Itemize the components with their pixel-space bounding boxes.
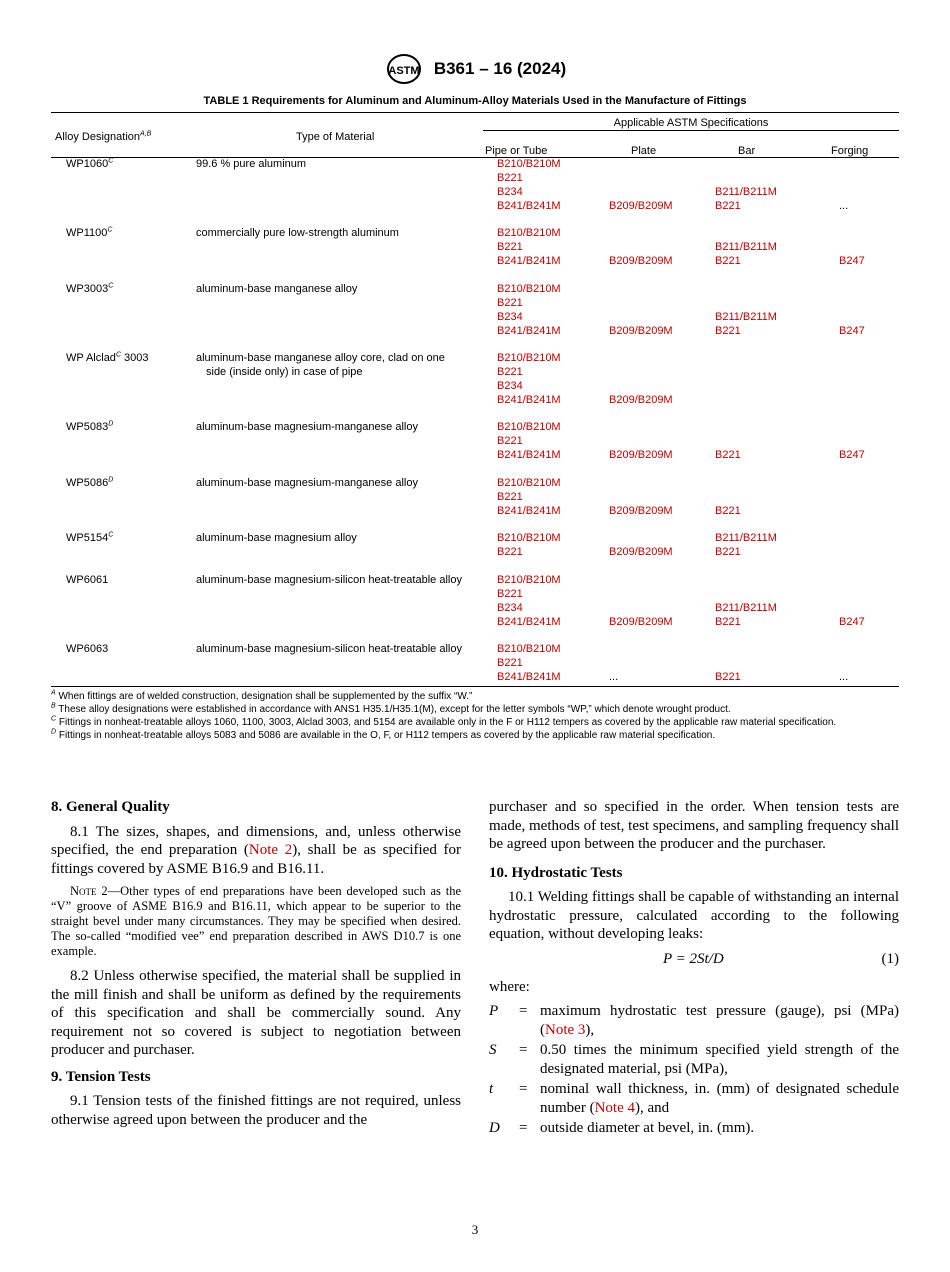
spec-link[interactable]: B211/B211M bbox=[715, 532, 777, 544]
spec-plate: ... bbox=[609, 671, 619, 683]
spec-link[interactable]: B241/B241M bbox=[497, 449, 561, 461]
alloy-designation: $WP5083^D$ bbox=[66, 420, 114, 433]
footnote: $^C$ Fittings in nonheat-treatable alloys 1060, 1100, 3003, Alclad 3003, and 5154 are available only in the F or H112 tempers as covered by the applicable raw material specification. bbox=[51, 715, 837, 728]
spec-link[interactable]: B209/B209M bbox=[609, 546, 673, 558]
spec-link[interactable]: B234 bbox=[497, 186, 523, 198]
spec-forging bbox=[839, 282, 865, 338]
definition-t: t = nominal wall thickness, in. (mm) of designated schedule number (Note 4), and bbox=[489, 1081, 899, 1116]
spec-bar bbox=[715, 573, 777, 629]
spec-pipe-or-tube bbox=[497, 531, 561, 559]
alloy-designation: WP6061 bbox=[66, 574, 109, 586]
table-footnotes bbox=[51, 690, 901, 742]
spec-link[interactable]: B221 bbox=[497, 366, 523, 378]
material-type: aluminum-base magnesium-silicon heat-treatable alloy bbox=[196, 643, 462, 655]
spec-link[interactable]: B210/B210M bbox=[497, 477, 561, 489]
footnote: $^A$ When fittings are of welded construction, designation shall be supplemented by the suffix “W.” bbox=[51, 689, 473, 702]
paragraph-8-2: 8.2 Unless otherwise specified, the material shall be supplied in the mill finish and shall be uniform as defined by the requirements of this specification and shall be commercially sound. Any requirement not so covered is subject to negotiation between producer and purchaser. bbox=[51, 968, 461, 1058]
spec-plate bbox=[609, 420, 673, 462]
definition-P: P = maximum hydrostatic test pressure (gauge), psi (MPa) (Note 3), bbox=[489, 1003, 899, 1038]
material-type: 99.6 % pure aluminum bbox=[196, 158, 307, 170]
spec-link[interactable]: B210/B210M bbox=[497, 421, 561, 433]
spec-link[interactable]: B209/B209M bbox=[609, 505, 673, 517]
header-forging: Forging bbox=[831, 145, 869, 157]
material-type: aluminum-base manganese alloy core, clad on one side (inside only) in case of pipe bbox=[196, 352, 445, 378]
spec-link[interactable]: B211/B211M bbox=[715, 241, 777, 253]
alloy-designation: WP Alclad$^C$ 3003 bbox=[66, 351, 149, 364]
spec-link[interactable]: B209/B209M bbox=[609, 449, 673, 461]
spec-link[interactable]: B209/B209M bbox=[609, 325, 673, 337]
header-applicable-specs: Applicable ASTM Specifications bbox=[613, 117, 769, 129]
spec-link[interactable]: B241/B241M bbox=[497, 671, 561, 683]
equation-number: (1) bbox=[881, 950, 899, 967]
spec-pipe-or-tube bbox=[497, 282, 561, 338]
material-type: aluminum-base manganese alloy bbox=[196, 283, 358, 295]
spec-bar bbox=[715, 642, 741, 684]
spec-link[interactable]: B234 bbox=[497, 380, 523, 392]
table-bottom-rule bbox=[51, 686, 899, 687]
header-alloy-designation: Alloy Designation$^{A,B}$ bbox=[55, 130, 152, 143]
section-8-heading: 8. General Quality bbox=[51, 799, 170, 815]
paragraph-8-1: 8.1 The sizes, shapes, and dimensions, and, unless otherwise specified, the end preparation (Note 2), shall be as specified for fittings covered by ASME B16.9 and B16.11. bbox=[51, 823, 461, 877]
spec-forging bbox=[839, 573, 865, 629]
spec-link[interactable]: B221 bbox=[715, 255, 741, 267]
definition-S: S = 0.50 times the minimum specified yield strength of the designated material, psi (MPa), bbox=[489, 1042, 899, 1077]
spec-forging bbox=[839, 420, 865, 462]
spec-pipe-or-tube bbox=[497, 476, 561, 518]
spec-bar bbox=[715, 531, 777, 559]
spec-link[interactable]: B234 bbox=[497, 311, 523, 323]
spec-link[interactable]: B211/B211M bbox=[715, 602, 777, 614]
where-label: where: bbox=[489, 978, 530, 995]
equation-1 bbox=[489, 950, 899, 972]
section-9-heading: 9. Tension Tests bbox=[51, 1068, 151, 1085]
spec-plate bbox=[609, 531, 673, 559]
spec-link[interactable]: B221 bbox=[715, 200, 741, 212]
document-designation: B361 – 16 (2024) bbox=[433, 59, 567, 78]
material-type: aluminum-base magnesium-manganese alloy bbox=[196, 477, 418, 489]
note-link[interactable]: Note 4 bbox=[594, 1099, 635, 1116]
spec-link[interactable]: B241/B241M bbox=[497, 200, 561, 212]
material-type: commercially pure low-strength aluminum bbox=[196, 227, 399, 239]
definition-D: D = outside diameter at bevel, in. (mm). bbox=[489, 1120, 755, 1136]
spec-forging: ... bbox=[839, 200, 849, 212]
table-title: TABLE 1 Requirements for Aluminum and Aluminum-Alloy Materials Used in the Manufacture of Fittings bbox=[203, 95, 747, 107]
spec-link[interactable]: B221 bbox=[715, 505, 741, 517]
page-header bbox=[0, 54, 950, 84]
spec-pipe-or-tube bbox=[497, 420, 561, 462]
spec-link[interactable]: B211/B211M bbox=[715, 311, 777, 323]
spec-link[interactable]: B210/B210M bbox=[497, 352, 561, 364]
spec-link[interactable]: B209/B209M bbox=[609, 200, 673, 212]
spec-plate bbox=[609, 573, 673, 629]
spec-link[interactable]: B210/B210M bbox=[497, 532, 561, 544]
paragraph-9-1-start: 9.1 Tension tests of the finished fittings are not required, unless otherwise agreed upon between the producer and the bbox=[51, 1093, 461, 1128]
spec-link[interactable]: B241/B241M bbox=[497, 255, 561, 267]
spec-link[interactable]: B221 bbox=[497, 172, 523, 184]
spec-link[interactable]: B221 bbox=[715, 325, 741, 337]
spec-link[interactable]: B247 bbox=[839, 616, 865, 628]
spec-plate bbox=[609, 157, 673, 213]
spec-plate bbox=[609, 282, 673, 338]
variable-definitions bbox=[489, 1002, 899, 1138]
spec-pipe-or-tube bbox=[497, 573, 561, 629]
spec-link[interactable]: B209/B209M bbox=[609, 394, 673, 406]
spec-link[interactable]: B221 bbox=[715, 671, 741, 683]
spec-forging bbox=[839, 226, 865, 268]
spec-link[interactable]: B247 bbox=[839, 449, 865, 461]
page-number: 3 bbox=[471, 1222, 479, 1237]
alloy-designation: $WP1100^C$ bbox=[66, 226, 113, 239]
alloy-designation: WP6063 bbox=[66, 643, 109, 655]
spec-pipe-or-tube bbox=[497, 226, 561, 268]
spec-link[interactable]: B221 bbox=[715, 546, 741, 558]
spec-link[interactable]: B221 bbox=[715, 449, 741, 461]
alloy-designation: $WP5154^C$ bbox=[66, 531, 114, 544]
spec-link[interactable]: B221 bbox=[497, 491, 523, 503]
spec-pipe-or-tube bbox=[497, 351, 561, 407]
spec-link[interactable]: B209/B209M bbox=[609, 616, 673, 628]
note-link[interactable]: Note 3 bbox=[545, 1021, 586, 1038]
spec-link[interactable]: B210/B210M bbox=[497, 158, 561, 170]
equation-formula: P = 2St/D bbox=[663, 950, 724, 967]
logo-text: ASTM bbox=[388, 65, 420, 77]
header-type-of-material: Type of Material bbox=[296, 131, 375, 143]
spec-bar bbox=[715, 157, 777, 213]
note-2: Note 2—Other types of end preparations have been developed such as the “V” groove of ASME B16.9 and B16.11, which appear to be superior to the straight bevel under many circumstances. They may be specified when desired. The so-called “modified vee” end preparation described in AWS D10.7 is one example. bbox=[51, 884, 461, 958]
material-type: aluminum-base magnesium-manganese alloy bbox=[196, 421, 418, 433]
spec-plate bbox=[609, 476, 673, 518]
spec-link[interactable]: B241/B241M bbox=[497, 505, 561, 517]
header-plate: Plate bbox=[631, 145, 657, 157]
spec-link[interactable]: B221 bbox=[497, 241, 523, 253]
spec-link[interactable]: B210/B210M bbox=[497, 574, 561, 586]
spec-link[interactable]: B241/B241M bbox=[497, 325, 561, 337]
spec-pipe-or-tube bbox=[497, 157, 561, 213]
alloy-designation: $WP3003^C$ bbox=[66, 282, 114, 295]
right-column bbox=[489, 798, 899, 1140]
alloy-designation: $WP5086^D$ bbox=[66, 476, 114, 489]
paragraph-9-1-continued: purchaser and so specified in the order. When tension tests are made, methods of test, test specimens, and sampling frequency shall be agreed upon between the producer and the purchaser. bbox=[489, 799, 899, 852]
header-pipe-or-tube: Pipe or Tube bbox=[485, 145, 548, 157]
note-2-link[interactable]: Note 2 bbox=[248, 842, 293, 858]
spec-link[interactable]: B221 bbox=[497, 297, 523, 309]
spec-link[interactable]: B221 bbox=[497, 546, 523, 558]
spec-bar bbox=[715, 476, 741, 518]
left-column bbox=[51, 798, 461, 1135]
spec-link[interactable]: B210/B210M bbox=[497, 643, 561, 655]
spec-plate bbox=[609, 351, 673, 407]
astm-logo bbox=[384, 54, 424, 84]
table-top-rule bbox=[51, 112, 899, 113]
spec-link[interactable]: B211/B211M bbox=[715, 186, 777, 198]
footnote: $^B$ These alloy designations were established in accordance with ANS1 H35.1/H35.1(M), except for the letter symbols “WP,” which denote wrought product. bbox=[51, 702, 731, 715]
spec-link[interactable]: B221 bbox=[497, 588, 523, 600]
spec-link[interactable]: B210/B210M bbox=[497, 283, 561, 295]
spec-forging: ... bbox=[839, 671, 849, 683]
spec-bar bbox=[715, 282, 777, 338]
spec-bar bbox=[715, 420, 741, 462]
paragraph-10-1: 10.1 Welding fittings shall be capable of withstanding an internal hydrostatic pressure, calculated according to the following equation, without developing leaks: bbox=[489, 889, 899, 942]
spec-link[interactable]: B221 bbox=[497, 657, 523, 669]
spec-pipe-or-tube bbox=[497, 642, 561, 684]
material-type: aluminum-base magnesium-silicon heat-treatable alloy bbox=[196, 574, 462, 586]
spec-link[interactable]: B234 bbox=[497, 602, 523, 614]
footnote: $^D$ Fittings in nonheat-treatable alloys 5083 and 5086 are available in the O, F, or H112 tempers as covered by the applicable raw material specification. bbox=[51, 728, 716, 741]
table-sub-rule bbox=[483, 130, 899, 131]
spec-link[interactable]: B209/B209M bbox=[609, 255, 673, 267]
spec-link[interactable]: B241/B241M bbox=[497, 394, 561, 406]
spec-link[interactable]: B221 bbox=[497, 435, 523, 447]
spec-bar bbox=[715, 226, 777, 268]
spec-plate bbox=[609, 226, 673, 268]
spec-link[interactable]: B221 bbox=[715, 616, 741, 628]
alloy-designation: $WP1060^C$ bbox=[66, 157, 114, 170]
spec-link[interactable]: B210/B210M bbox=[497, 227, 561, 239]
spec-link[interactable]: B247 bbox=[839, 325, 865, 337]
header-bar: Bar bbox=[738, 145, 756, 157]
spec-link[interactable]: B241/B241M bbox=[497, 616, 561, 628]
section-10-heading: 10. Hydrostatic Tests bbox=[489, 864, 623, 881]
spec-link[interactable]: B247 bbox=[839, 255, 865, 267]
material-type: aluminum-base magnesium alloy bbox=[196, 532, 357, 544]
